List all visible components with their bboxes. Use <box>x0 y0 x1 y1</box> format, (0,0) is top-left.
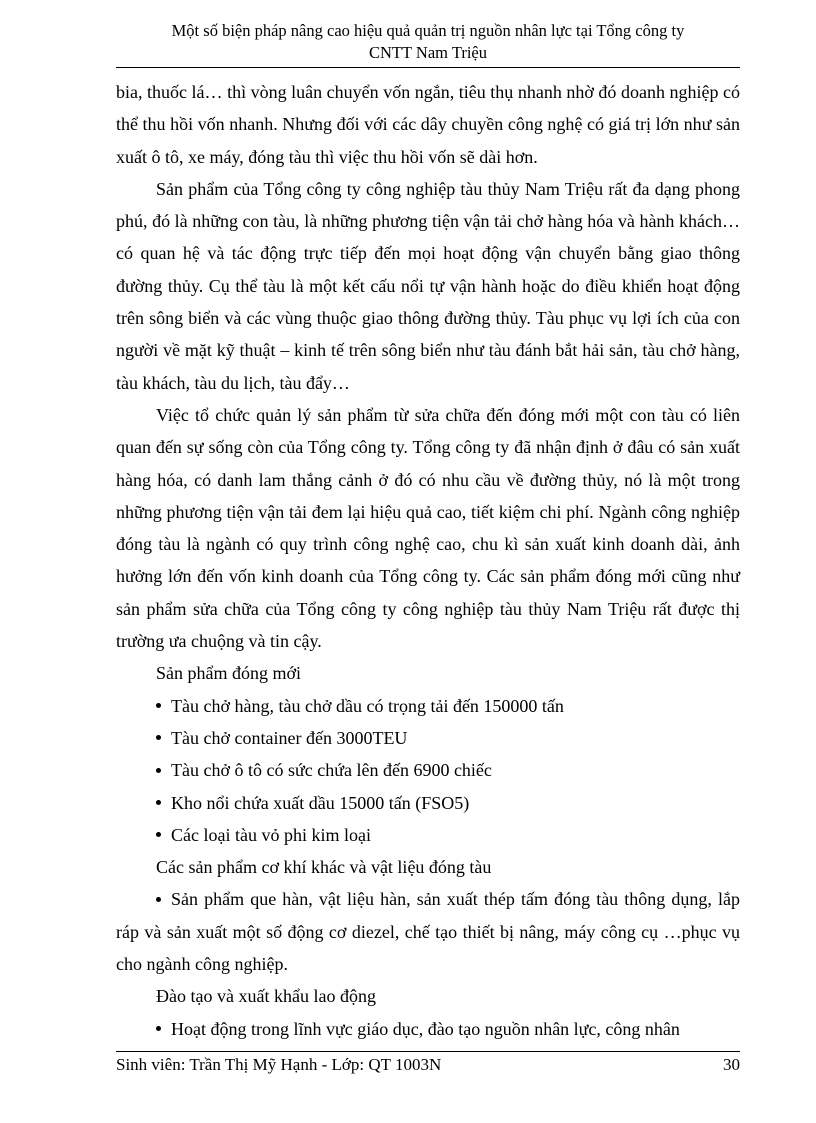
list-item-text: Kho nổi chứa xuất dầu 15000 tấn (FSO5) <box>171 792 470 813</box>
bullet-icon <box>156 735 161 740</box>
header-title-line1: Một số biện pháp nâng cao hiệu quả quản trị nguồn nhân lực tại Tổng công ty <box>171 21 685 40</box>
section-title-new-products: Sản phẩm đóng mới <box>156 663 302 684</box>
page-footer <box>116 1054 740 1076</box>
bullet-icon <box>156 703 161 708</box>
section-title-mechanical-products: Các sản phẩm cơ khí khác và vật liệu đóng tàu <box>156 857 492 878</box>
list-item-text: Sản phẩm que hàn, vật liệu hàn, sản xuất thép tấm đóng tàu thông dụng, lắp ráp và sản xuất một số động cơ diezel, chế tạo thiết bị nâng, máy công cụ …phục vụ cho ngành công nghiệp. <box>116 889 740 975</box>
section-title-training: Đào tạo và xuất khẩu lao động <box>156 986 376 1007</box>
list-item <box>116 883 740 980</box>
list-item-text: Hoạt động trong lĩnh vực giáo dục, đào tạo nguồn nhân lực, công nhân <box>171 1018 680 1039</box>
page-header <box>116 20 740 64</box>
footer-student-info: Sinh viên: Trần Thị Mỹ Hạnh - Lớp: QT 1003N <box>116 1055 442 1074</box>
list-item <box>116 819 740 851</box>
paragraph-2: Sản phẩm của Tổng công ty công nghiệp tàu thủy Nam Triệu rất đa dạng phong phú, đó là những con tàu, là những phương tiện vận tải chở hàng hóa và hành khách…có quan hệ và tác động trực tiếp đến mọi hoạt động vận chuyển bằng giao thông đường thủy. Cụ thể tàu là một kết cấu nổi tự vận hành hoặc do điều khiển hoạt động trên sông biển và các vùng thuộc giao thông đường thủy. Tàu phục vụ lợi ích của con người về mặt kỹ thuật – kinh tế trên sông biển như tàu đánh bắt hải sản, tàu chở hàng, tàu khách, tàu du lịch, tàu đẩy… <box>116 178 740 393</box>
list-item-text: Tàu chở ô tô có sức chứa lên đến 6900 chiếc <box>171 760 492 781</box>
bullet-icon <box>156 832 161 837</box>
list-item-text: Tàu chở container đến 3000TEU <box>171 727 408 748</box>
list-item <box>116 722 740 754</box>
paragraph-3: Việc tổ chức quản lý sản phẩm từ sửa chữa đến đóng mới một con tàu có liên quan đến sự sống còn của Tổng công ty. Tổng công ty đã nhận định ở đâu có sản xuất hàng hóa, có danh lam thắng cảnh ở đó có nhu cầu về đường thủy, nó là một trong những phương tiện vận tải đem lại hiệu quả cao, tiết kiệm chi phí. Ngành công nghiệp đóng tàu là ngành có quy trình công nghệ cao, chu kì sản xuất kinh doanh dài, ảnh hưởng lớn đến vốn kinh doanh của Tổng công ty. Các sản phẩm đóng mới cũng như sản phẩm sửa chữa của Tổng công ty công nghiệp tàu thủy Nam Triệu rất được thị trường ưa chuộng và tin cậy. <box>116 404 740 652</box>
document-body <box>116 76 740 1045</box>
header-title-line2: CNTT Nam Triệu <box>369 43 487 62</box>
list-item <box>116 690 740 722</box>
bullet-icon <box>156 1026 161 1031</box>
list-item <box>116 1013 740 1045</box>
list-item <box>116 787 740 819</box>
bullet-icon <box>156 800 161 805</box>
list-item <box>116 754 740 786</box>
paragraph-1: bia, thuốc lá… thì vòng luân chuyển vốn ngắn, tiêu thụ nhanh nhờ đó doanh nghiệp có thể thu hồi vốn nhanh. Nhưng đối với các dây chuyền công nghệ có giá trị lớn như sản xuất ô tô, xe máy, đóng tàu thì việc thu hồi vốn sẽ dài hơn. <box>116 82 740 167</box>
page-number: 30 <box>723 1055 740 1074</box>
header-divider <box>116 67 740 68</box>
footer-divider <box>116 1051 740 1052</box>
bullet-icon <box>156 897 161 902</box>
bullet-icon <box>156 768 161 773</box>
list-item-text: Tàu chở hàng, tàu chở dầu có trọng tải đến 150000 tấn <box>171 695 564 716</box>
list-item-text: Các loại tàu vỏ phi kim loại <box>171 824 371 845</box>
